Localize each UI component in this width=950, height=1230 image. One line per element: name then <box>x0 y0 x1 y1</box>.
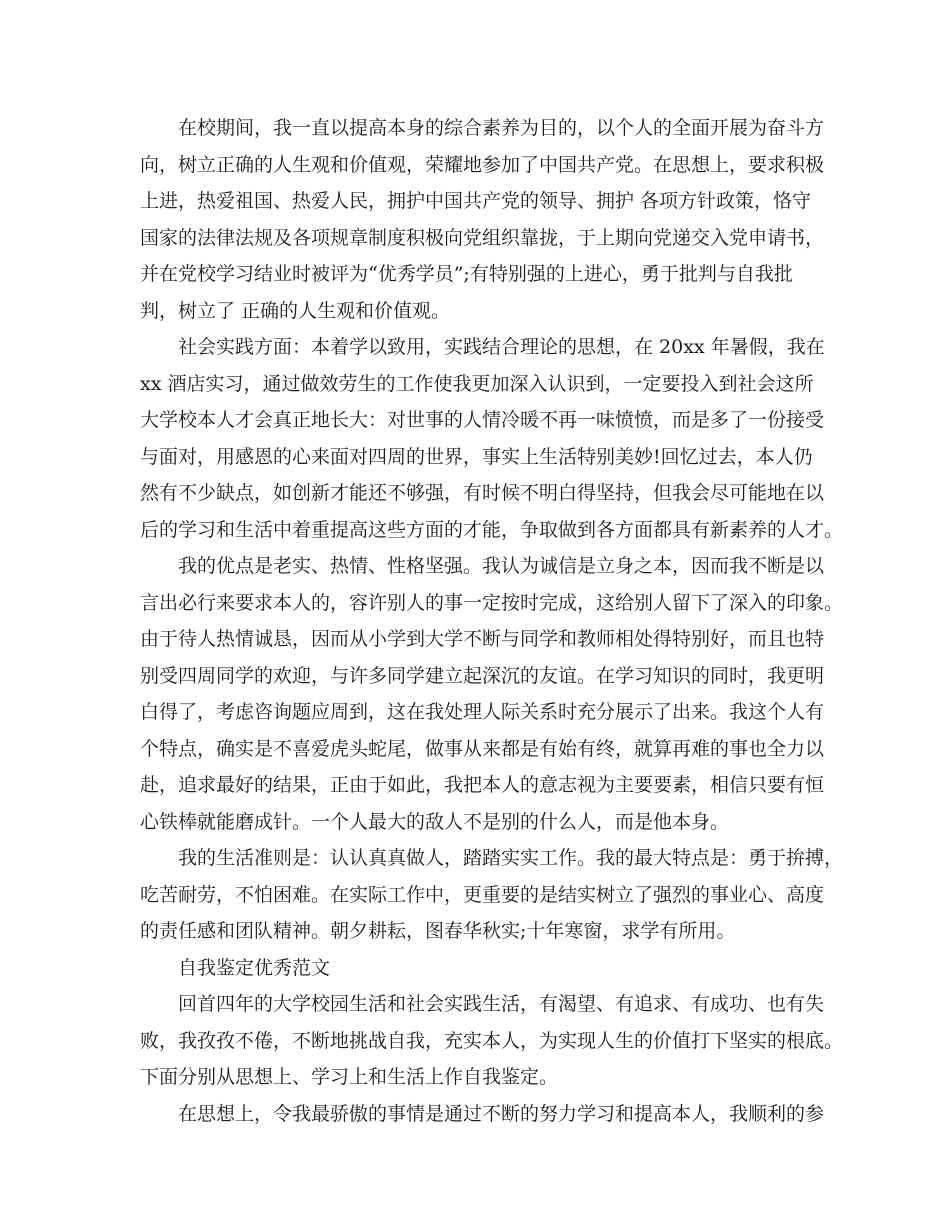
text-line: 白得了，考虑咨询题应周到，这在我处理人际关系时充分展示了出来。我这个人有 <box>140 701 825 723</box>
paragraph-review <box>140 986 844 1096</box>
text-line: 社会实践方面：本着学以致用，实践结合理论的思想，在 20xx 年暑假，我在 <box>178 336 825 358</box>
text-line: 的责任感和团队精神。朝夕耕耘，图春华秋实;十年寒窗，求学有所用。 <box>140 920 736 942</box>
section-heading <box>140 950 820 987</box>
paragraph-strengths <box>140 548 844 840</box>
text-line: 心铁棒就能磨成针。一个人最大的敌人不是别的什么人，而是他本身。 <box>140 810 730 833</box>
text-line: 与面对，用感恩的心来面对四周的世界，事实上生活特别美妙!回忆过去，本人仍 <box>140 445 813 468</box>
text-line: 向，树立正确的人生观和价值观，荣耀地参加了中国共产党。在思想上，要求积极 <box>140 153 825 176</box>
heading-line: 自我鉴定优秀范文 <box>178 956 331 979</box>
paragraph-school-period <box>140 110 825 329</box>
text-line: 后的学习和生活中着重提高这些方面的才能，争取做到各方面都具有新素养的人才。 <box>140 518 844 541</box>
text-line: 败，我孜孜不倦，不断地挑战自我，充实本人，为实现人生的价值打下坚实的根底。 <box>140 1029 844 1052</box>
text-line: 国家的法律法规及各项规章制度积极向党组织靠拢，于上期向党递交入党申请书， <box>140 226 825 249</box>
text-line: 回首四年的大学校园生活和社会实践生活，有渴望、有追求、有成功、也有失 <box>178 993 825 1015</box>
text-line: 个特点，确实是不喜爱虎头蛇尾，做事从来都是有始有终，就算再难的事也全力以 <box>140 737 825 760</box>
text-line: 言出必行来要求本人的，容许别人的事一定按时完成，这给别人留下了深入的印象。 <box>140 591 844 614</box>
text-line: 赴，追求最好的结果，正由于如此，我把本人的意志视为主要要素，相信只要有恒 <box>140 774 825 796</box>
document-body <box>140 110 844 1132</box>
paragraph-ideology <box>140 1096 825 1133</box>
text-line: 由于待人热情诚恳，因而从小学到大学不断与同学和教师相处得特别好，而且也特 <box>140 628 825 650</box>
text-line: 别受四周同学的欢迎，与许多同学建立起深沉的友谊。在学习知识的同时，我更明 <box>140 664 825 687</box>
text-line: 大学校本人才会真正地长大：对世事的人情冷暖不再一味愤愤，而是多了一份接受 <box>140 409 825 431</box>
text-line: 然有不少缺点，如创新才能还不够强，有时候不明白得坚持，但我会尽可能地在以 <box>140 482 825 504</box>
text-line: 在校期间，我一直以提高本身的综合素养为目的，以个人的全面开展为奋斗方 <box>178 117 825 139</box>
text-line: 我的生活准则是：认认真真做人，踏踏实实工作。我的最大特点是：勇于拚搏， <box>178 847 844 869</box>
text-line: xx 酒店实习，通过做效劳生的工作使我更加深入认识到，一定要投入到社会这所 <box>140 372 814 395</box>
text-line: 吃苦耐劳，不怕困难。在实际工作中，更重要的是结实树立了强烈的事业心、高度 <box>140 883 825 906</box>
paragraph-social-practice <box>140 329 844 548</box>
paragraph-life-principles <box>140 840 844 950</box>
text-line: 上进，热爱祖国、热爱人民，拥护中国共产党的领导、拥护 各项方针政策，恪守 <box>140 190 812 212</box>
text-line: 并在党校学习结业时被评为“优秀学员”;有特别强的上进心，勇于批判与自我批 <box>140 263 793 285</box>
text-line: 我的优点是老实、热情、性格坚强。我认为诚信是立身之本，因而我不断是以 <box>178 555 825 577</box>
text-line: 判，树立了 正确的人生观和价值观。 <box>140 299 451 322</box>
text-line: 下面分别从思想上、学习上和生活上作自我鉴定。 <box>140 1066 559 1088</box>
text-line: 在思想上，令我最骄傲的事情是通过不断的努力学习和提高本人，我顺利的参 <box>178 1102 825 1125</box>
